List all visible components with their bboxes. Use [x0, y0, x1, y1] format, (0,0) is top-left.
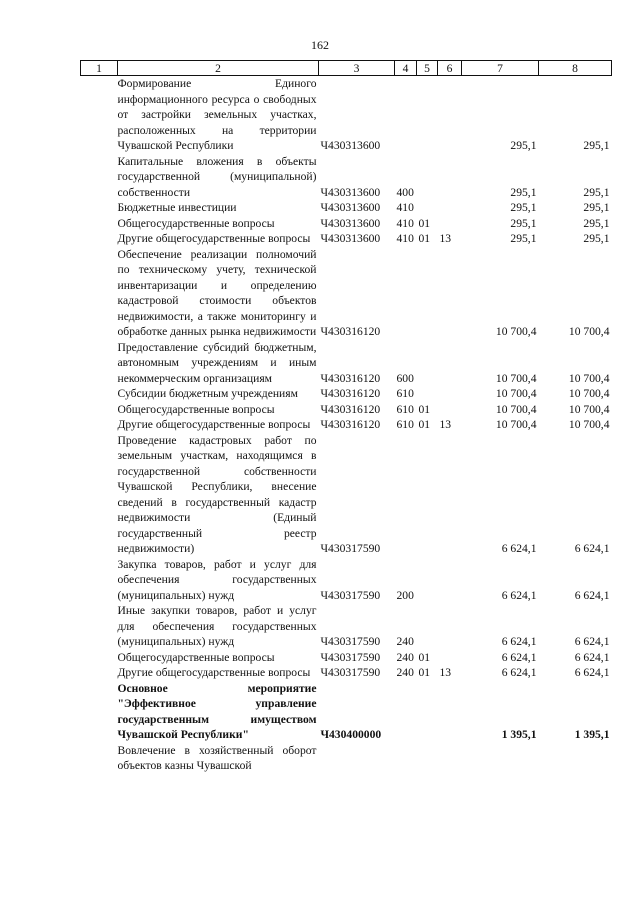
- row-pr-cell: 13: [439, 418, 452, 431]
- row-number-cell: [81, 216, 118, 232]
- header-cell: 6: [438, 61, 462, 76]
- row-code-cell: Ч430316120: [320, 371, 381, 385]
- row-pr-cell: [438, 603, 462, 650]
- row-code-cell: Ч430317590: [320, 650, 381, 664]
- row-vr-cell: 240: [396, 650, 414, 664]
- row-code-cell: [319, 743, 395, 774]
- row-rz-cell: 01: [418, 650, 431, 664]
- header-cell: 3: [319, 61, 395, 76]
- row-rz-cell: [417, 603, 438, 650]
- row-number-cell: [81, 433, 118, 557]
- row-vr-cell: [395, 76, 417, 154]
- table-row: [81, 200, 612, 216]
- table-row: [81, 433, 612, 557]
- row-value-7-cell: 295,1: [510, 216, 537, 230]
- row-rz-cell: [417, 433, 438, 557]
- header-row: [81, 61, 612, 76]
- row-number-cell: [81, 743, 118, 774]
- row-name-cell: Общегосударственные вопросы: [117, 216, 275, 230]
- row-rz-cell: [417, 743, 438, 774]
- header-cell: 5: [417, 61, 438, 76]
- table-row: [81, 216, 612, 232]
- row-value-8-cell: 295,1: [583, 185, 610, 199]
- row-value-7-cell: 295,1: [510, 201, 537, 214]
- row-value-8-cell: 6 624,1: [574, 542, 610, 555]
- row-number-cell: [81, 231, 118, 247]
- row-pr-cell: [438, 154, 462, 201]
- row-value-7-cell: 10 700,4: [495, 387, 537, 400]
- row-number-cell: [81, 200, 118, 216]
- row-vr-cell: 200: [396, 588, 414, 602]
- row-number-cell: [81, 681, 118, 743]
- row-value-8-cell: 10 700,4: [568, 418, 610, 431]
- row-pr-cell: [438, 76, 462, 154]
- row-name-cell: Общегосударственные вопросы: [117, 402, 275, 416]
- row-value-8-cell: 6 624,1: [574, 666, 610, 679]
- table-row: [81, 154, 612, 201]
- row-value-7-cell: 6 624,1: [501, 650, 537, 664]
- row-pr-cell: [438, 340, 462, 387]
- row-value-8-cell: 10 700,4: [568, 371, 610, 385]
- row-name-cell: Капитальные вложения в объекты государственной (муниципальной) собственности: [117, 154, 317, 199]
- row-pr-cell: [438, 200, 462, 216]
- header-cell: 1: [81, 61, 118, 76]
- row-vr-cell: 410: [396, 232, 414, 245]
- row-rz-cell: 01: [418, 402, 431, 416]
- row-vr-cell: 610: [396, 387, 414, 400]
- row-vr-cell: 600: [396, 371, 414, 385]
- row-pr-cell: [438, 433, 462, 557]
- table-row: [81, 402, 612, 418]
- row-value-8-cell: 10 700,4: [568, 402, 610, 416]
- row-value-8-cell: 10 700,4: [568, 325, 610, 338]
- row-name-cell: Обеспечение реализации полномочий по техническому учету, технической инвентаризации и определению кадастровой стоимости объектов недвижимости, а также мониторингу и обработке данных рынка недвижимости: [117, 247, 317, 338]
- row-code-cell: Ч430317590: [320, 635, 381, 648]
- row-rz-cell: 01: [418, 418, 431, 431]
- row-rz-cell: [417, 154, 438, 201]
- table-row: [81, 76, 612, 154]
- row-rz-cell: 01: [418, 666, 431, 679]
- row-name-cell: Субсидии бюджетным учреждениям: [117, 387, 298, 400]
- table-row: [81, 417, 612, 433]
- row-vr-cell: 610: [396, 418, 414, 431]
- row-name-cell: Общегосударственные вопросы: [117, 650, 275, 664]
- row-vr-cell: 610: [396, 402, 414, 416]
- row-rz-cell: 01: [418, 216, 431, 230]
- row-pr-cell: 13: [439, 232, 452, 245]
- row-rz-cell: [417, 200, 438, 216]
- header-cell: 2: [118, 61, 319, 76]
- row-pr-cell: [438, 743, 462, 774]
- row-name-cell: Иные закупки товаров, работ и услуг для обеспечения государственных (муниципальных) нужд: [117, 604, 317, 648]
- row-value-7-cell: 1 395,1: [501, 728, 537, 741]
- row-pr-cell: [438, 247, 462, 340]
- table-row: [81, 743, 612, 774]
- row-rz-cell: [417, 76, 438, 154]
- row-code-cell: Ч430316120: [320, 418, 381, 431]
- row-number-cell: [81, 340, 118, 387]
- row-pr-cell: [438, 216, 462, 232]
- row-value-7-cell: 6 624,1: [501, 666, 537, 679]
- budget-table: [80, 60, 612, 774]
- row-name-cell: Закупка товаров, работ и услуг для обеспечения государственных (муниципальных) нужд: [117, 557, 317, 602]
- row-value-7-cell: 6 624,1: [501, 542, 537, 555]
- row-name-cell: Предоставление субсидий бюджетным, автономным учреждениям и иным некоммерческим организациям: [117, 340, 317, 385]
- row-rz-cell: [417, 386, 438, 402]
- row-value-7-cell: 10 700,4: [495, 418, 537, 431]
- table-row: [81, 340, 612, 387]
- row-value-7-cell: 6 624,1: [501, 635, 537, 648]
- row-code-cell: Ч430317590: [320, 542, 381, 555]
- row-number-cell: [81, 665, 118, 681]
- row-value-7-cell: 295,1: [510, 232, 537, 245]
- row-rz-cell: [417, 681, 438, 743]
- row-rz-cell: [417, 340, 438, 387]
- table-row: [81, 681, 612, 743]
- row-number-cell: [81, 417, 118, 433]
- header-cell: 4: [395, 61, 417, 76]
- row-pr-cell: [438, 681, 462, 743]
- row-vr-cell: 410: [396, 216, 414, 230]
- row-pr-cell: 13: [439, 666, 452, 679]
- row-value-7-cell: 10 700,4: [495, 402, 537, 416]
- row-code-cell: Ч430316120: [320, 402, 381, 416]
- table-row: [81, 603, 612, 650]
- row-value-8-cell: 295,1: [583, 139, 610, 152]
- row-vr-cell: [395, 681, 417, 743]
- table-row: [81, 386, 612, 402]
- row-code-cell: Ч430316120: [320, 325, 381, 338]
- row-code-cell: Ч430317590: [320, 588, 381, 602]
- row-value-8-cell: [539, 743, 612, 774]
- row-number-cell: [81, 247, 118, 340]
- row-pr-cell: [438, 557, 462, 604]
- row-number-cell: [81, 402, 118, 418]
- table-row: [81, 247, 612, 340]
- row-code-cell: Ч430316120: [320, 387, 381, 400]
- row-value-7-cell: 10 700,4: [495, 325, 537, 338]
- row-name-cell: Другие общегосударственные вопросы: [117, 418, 311, 431]
- row-value-7-cell: 295,1: [510, 139, 537, 152]
- row-vr-cell: [395, 433, 417, 557]
- row-rz-cell: 01: [418, 232, 431, 245]
- row-number-cell: [81, 386, 118, 402]
- row-number-cell: [81, 76, 118, 154]
- header-cell: 8: [539, 61, 612, 76]
- header-cell: 7: [462, 61, 539, 76]
- row-number-cell: [81, 650, 118, 666]
- row-name-cell: Бюджетные инвестиции: [117, 201, 237, 214]
- row-value-8-cell: 6 624,1: [574, 650, 610, 664]
- row-code-cell: Ч430317590: [320, 666, 381, 679]
- row-value-8-cell: 6 624,1: [574, 635, 610, 648]
- row-name-cell: Проведение кадастровых работ по земельным участкам, находящимся в государственной собственности Чувашской Республики, внесение сведений в государственный кадастр недвижимости (Единый государственный реестр недвижимости): [117, 433, 317, 555]
- row-pr-cell: [438, 650, 462, 666]
- row-vr-cell: 240: [396, 635, 414, 648]
- row-value-8-cell: 6 624,1: [574, 588, 610, 602]
- row-code-cell: Ч430313600: [320, 139, 381, 152]
- row-value-8-cell: 1 395,1: [574, 728, 610, 741]
- row-number-cell: [81, 603, 118, 650]
- row-rz-cell: [417, 557, 438, 604]
- row-rz-cell: [417, 247, 438, 340]
- row-value-7-cell: 6 624,1: [501, 588, 537, 602]
- table-row: [81, 557, 612, 604]
- row-number-cell: [81, 557, 118, 604]
- row-value-7-cell: 10 700,4: [495, 371, 537, 385]
- row-name-cell: Другие общегосударственные вопросы: [117, 232, 311, 245]
- row-pr-cell: [438, 386, 462, 402]
- row-value-8-cell: 10 700,4: [568, 387, 610, 400]
- row-pr-cell: [438, 402, 462, 418]
- row-vr-cell: [395, 247, 417, 340]
- row-vr-cell: 240: [396, 666, 414, 679]
- row-name-cell: Вовлечение в хозяйственный оборот объектов казны Чувашской: [117, 743, 317, 772]
- row-code-cell: Ч430313600: [320, 232, 381, 245]
- table-row: [81, 665, 612, 681]
- row-name-cell: Основное мероприятие "Эффективное управление государственным имуществом Чувашской Республики": [117, 681, 317, 741]
- row-value-7-cell: 295,1: [510, 185, 537, 199]
- page-number: 162: [311, 38, 329, 52]
- row-name-cell: Формирование Единого информационного ресурса о свободных от застройки земельных участках, расположенных на территории Чувашской Республики: [117, 77, 317, 152]
- row-value-8-cell: 295,1: [583, 201, 610, 214]
- row-value-7-cell: [462, 743, 539, 774]
- row-vr-cell: 410: [396, 201, 414, 214]
- row-value-8-cell: 295,1: [583, 216, 610, 230]
- row-vr-cell: 400: [396, 185, 414, 199]
- row-value-8-cell: 295,1: [583, 232, 610, 245]
- row-number-cell: [81, 154, 118, 201]
- table-row: [81, 231, 612, 247]
- row-name-cell: Другие общегосударственные вопросы: [117, 666, 311, 679]
- row-code-cell: Ч430313600: [320, 185, 381, 199]
- row-code-cell: Ч430400000: [320, 728, 382, 741]
- row-vr-cell: [395, 743, 417, 774]
- table-row: [81, 650, 612, 666]
- row-code-cell: Ч430313600: [320, 216, 381, 230]
- row-code-cell: Ч430313600: [320, 201, 381, 214]
